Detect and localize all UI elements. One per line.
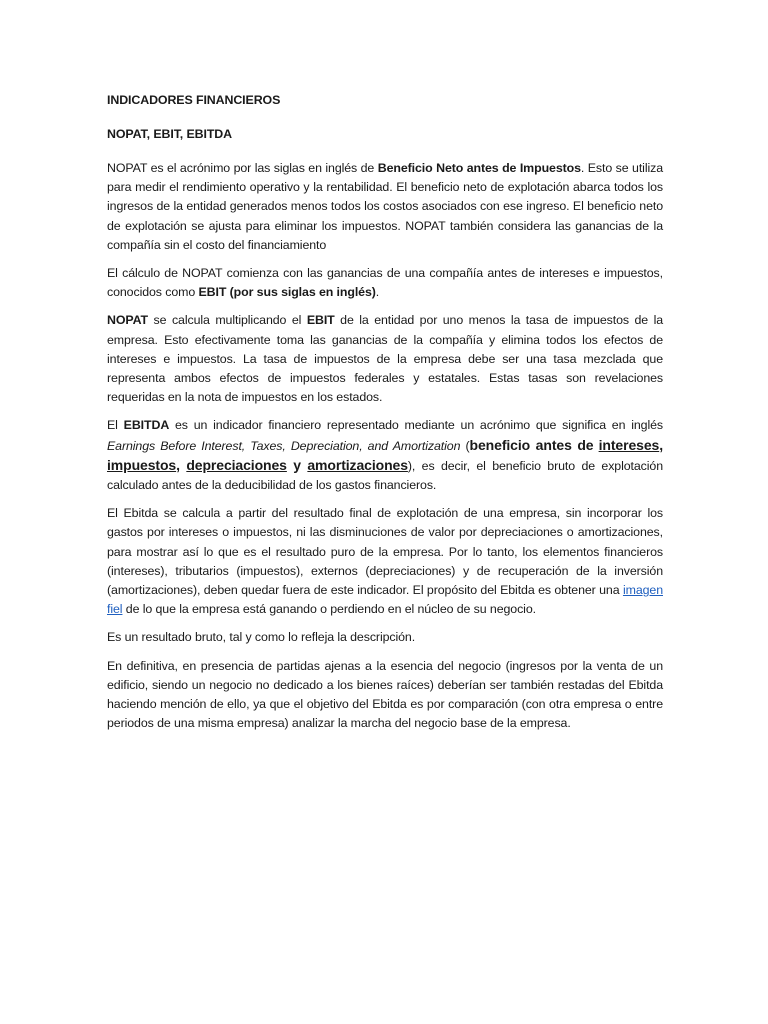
- p3-bold-ebit: EBIT: [306, 313, 335, 328]
- p3-text-2: de la entidad por uno menos la tasa de impuestos de la empresa. Esto efectivamente toma las ganancias de la compañía y elimina todos los efectos de intereses e impuestos. La tasa de impuestos de la empresa debe ser una tasa mezclada que representa ambos efectos de impuestos federales y estatales. Estas tasas son revelaciones requeridas en la nota de impuestos en los estados.: [107, 313, 664, 405]
- p2-bold-ebit: EBIT: [198, 285, 227, 300]
- paragraph-conclusion: En definitiva, en presencia de partidas ajenas a la esencia del negocio (ingresos por la venta de un edificio, siendo un negocio no dedicado a los bienes raíces) deberían ser también restadas del Ebitda haciendo mención de ello, ya que el objetivo del Ebitda es por comparación (con otra empresa o entre periodos de una misma empresa) analizar la marcha del negocio base de la empresa.: [107, 658, 663, 731]
- p4-text-2: es un indicador financiero representado mediante un acrónimo que significa en inglés: [175, 418, 663, 433]
- paragraph-ebitda-calculation: [107, 504, 663, 619]
- p2-text-2: .: [375, 285, 380, 300]
- paragraph-ebitda-definition: [107, 416, 663, 495]
- document-body: [107, 91, 663, 742]
- p4-bold-ebitda: EBITDA: [123, 418, 170, 433]
- p4-text-4: ), es decir, el beneficio bruto de explotación calculado antes de la deducibilidad de los gastos financieros.: [107, 458, 664, 493]
- p5-text-1: El Ebitda se calcula a partir del resultado final de explotación de una empresa, sin incorporar los gastos por intereses o impuestos, ni las disminuciones de valor por depreciaciones o amortizaciones, para mostrar así lo que es el resultado puro de la empresa. Por lo tanto, los elementos financieros (intereses), tributarios (impuestos), externos (depreciaciones) y de recuperación de la inversión (amortizaciones), deben quedar fuera de este indicador. El propósito del Ebitda es obtener una: [107, 506, 663, 598]
- p4-comma-2: ,: [176, 456, 180, 473]
- p4-underline-impuestos: impuestos: [107, 456, 177, 473]
- document-title: INDICADORES FINANCIEROS: [107, 93, 281, 107]
- document-subtitle: NOPAT, EBIT, EBITDA: [107, 127, 232, 141]
- p3-text-1: se calcula multiplicando el: [153, 313, 302, 328]
- p4-text-1: El: [107, 418, 118, 433]
- p2-bold-siglas: (por sus siglas en inglés): [229, 285, 376, 300]
- imagen-fiel-link[interactable]: imagen fiel: [107, 583, 663, 617]
- paragraph-resultado-bruto: Es un resultado bruto, tal y como lo refleja la descripción.: [107, 630, 416, 645]
- p2-text-1: El cálculo de NOPAT comienza con las ganancias de una compañía antes de intereses e impuestos, conocidos como: [107, 266, 663, 300]
- p4-conjunction-y: y: [293, 456, 301, 473]
- p1-text-1: NOPAT es el acrónimo por las siglas en inglés de: [107, 161, 375, 175]
- p4-underline-depreciaciones: depreciaciones: [186, 456, 287, 473]
- p4-italic-english: Earnings Before Interest, Taxes, Depreciation, and Amortization: [107, 438, 461, 453]
- p4-text-3: (: [465, 438, 470, 453]
- p4-comma-1: ,: [659, 436, 663, 453]
- p4-underline-amortizaciones: amortizaciones: [307, 456, 408, 473]
- p1-bold-term: Beneficio Neto antes de Impuestos: [377, 161, 581, 175]
- p4-bold-beneficio: beneficio antes de: [469, 436, 594, 453]
- p4-underline-intereses: intereses: [598, 436, 660, 453]
- paragraph-nopat-calculation: [107, 264, 663, 302]
- paragraph-nopat-definition: [107, 159, 663, 255]
- p3-bold-nopat: NOPAT: [107, 313, 149, 328]
- p5-text-2: de lo que la empresa está ganando o perdiendo en el núcleo de su negocio.: [125, 602, 536, 617]
- p1-text-2: . Esto se utiliza para medir el rendimiento operativo y la rentabilidad. El beneficio neto de explotación abarca todos los ingresos de la entidad generados menos todos los costos asociados con ese ingreso. El beneficio neto de explotación se ajusta para eliminar los impuestos. NOPAT también considera las ganancias de la compañía sin el costo del financiamiento: [107, 161, 664, 252]
- paragraph-nopat-formula: [107, 311, 663, 407]
